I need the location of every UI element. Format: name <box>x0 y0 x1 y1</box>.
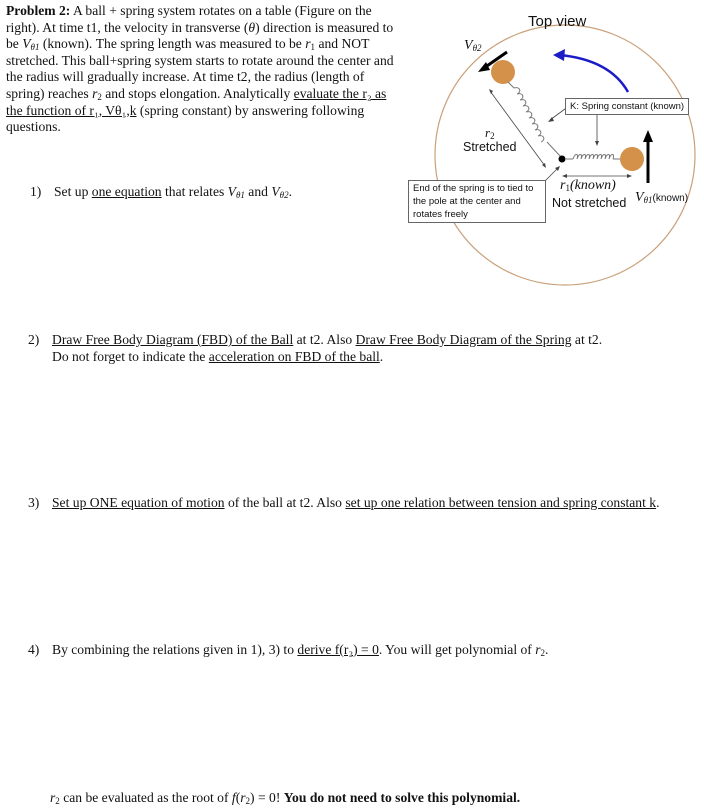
question-4: 4) By combining the relations given in 1), 3) to derive f(r₂) = 0. You will get polynomial of $r_2$. <box>28 642 549 658</box>
not-stretched-label: Not stretched <box>552 196 627 210</box>
final-note: $r_2$ can be evaluated as the root of $f(r_2) = 0$! You do not need to solve this polynomial. <box>50 790 521 806</box>
problem-intro: Problem 2: A ball + spring system rotates on a table (Figure on the right). At time t1, the velocity in transverse (θ) direction is measured to be $V_{\theta 1}$ (known). The spring length was measured to be $r_1$ and NOT stretched. This ball+spring system starts to rotate around the center and the radius will gradually increase. At time t2, the radius (length of spring) reaches $r_2$ and stops elongation. Analytically evaluate the r₂ as the function of r₁, Vθ₁,k (spring constant) by answering following questions. <box>6 3 394 135</box>
table-circle <box>435 25 695 285</box>
question-3: 3) Set up ONE equation of motion of the ball at t2. Also set up one relation between tension and spring constant k. <box>28 495 660 510</box>
r2-label: $r_2$ <box>485 125 495 141</box>
question-2: 2) Draw Free Body Diagram (FBD) of the Ball at t2. Also Draw Free Body Diagram of the Spring at t2. Do not forget to indicate the acceleration on FBD of the ball. <box>28 332 603 364</box>
rotation-arrow-icon <box>560 55 628 92</box>
diagram-graphics <box>400 0 704 300</box>
stretched-label: Stretched <box>463 140 517 154</box>
top-view-diagram <box>400 0 704 300</box>
v-theta1-label: $V_{\theta 1}(known)$ <box>635 190 689 205</box>
pole-description-box: End of the spring is to tied to the pole at the center and rotates freely <box>408 180 546 223</box>
r1-label: $r_1(known)$ <box>560 178 616 193</box>
center-pole-icon <box>559 156 566 163</box>
v-theta2-label: $V_{\theta 2}$ <box>464 38 482 53</box>
spring-constant-box: K: Spring constant (known) <box>565 98 689 115</box>
problem-label: Problem 2: <box>6 3 71 18</box>
diagram-title: Top view <box>528 13 587 30</box>
question-1: 1) Set up one equation that relates $V_{\theta 1}$ and $V_{\theta 2}$. <box>30 184 292 200</box>
ball-t2-icon <box>491 60 515 84</box>
unstretched-spring-icon <box>566 155 620 160</box>
evaluate-instruction: evaluate the r₂ as the function of r₁, Vθ₁,k <box>6 85 387 118</box>
ball-t1-icon <box>620 147 644 171</box>
